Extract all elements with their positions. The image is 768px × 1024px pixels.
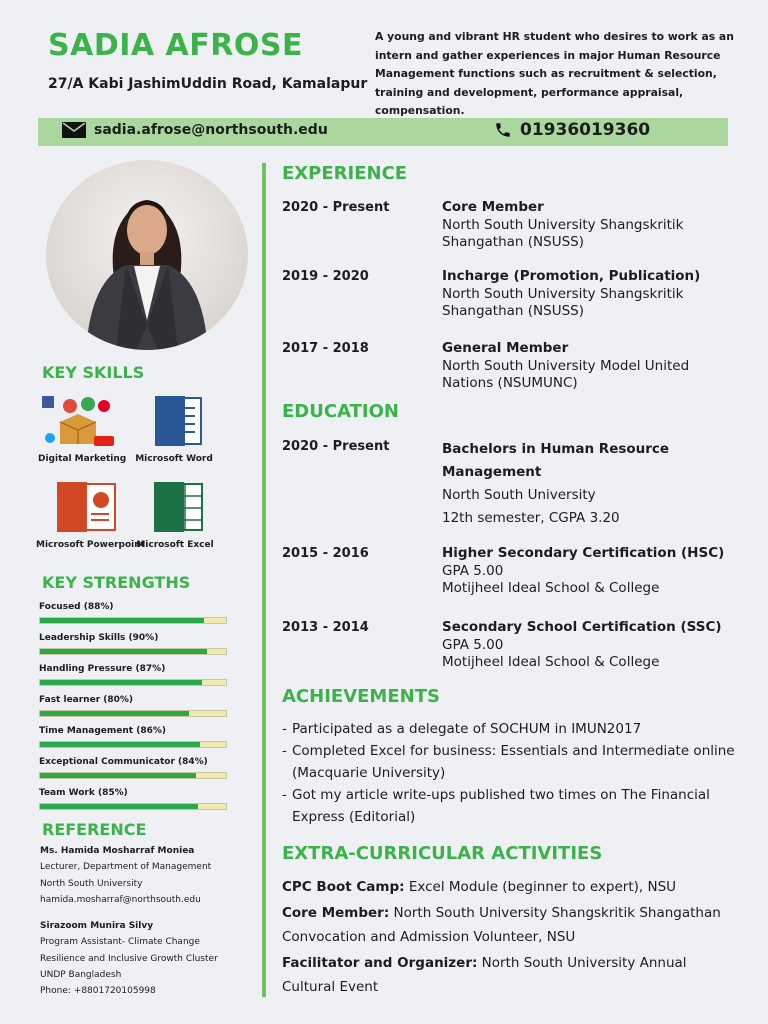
experience-date: 2017 - 2018 (282, 341, 369, 356)
strength-label: Focused (88%) (39, 602, 114, 612)
experience-item (282, 199, 742, 252)
education-date: 2013 - 2014 (282, 620, 369, 635)
strength-item (39, 633, 229, 664)
phone-icon (494, 121, 512, 139)
list-item: CPC Boot Camp: Excel Module (beginner to expert), NSU (282, 879, 677, 895)
reference-line: Resilience and Inclusive Growth Cluster (40, 953, 218, 964)
education-institution: Motijheel Ideal School & College (442, 580, 660, 596)
strength-label: Team Work (85%) (39, 788, 128, 798)
education-degree: Bachelors in Human Resource Management (442, 441, 670, 480)
strength-label: Time Management (86%) (39, 726, 166, 736)
phone-text: 01936019360 (520, 120, 651, 140)
strength-bar (39, 617, 227, 624)
strength-bar-fill (40, 742, 200, 747)
strength-label: Leadership Skills (90%) (39, 633, 159, 643)
reference-line: UNDP Bangladesh (40, 969, 122, 980)
reference-name: Sirazoom Munira Silvy (40, 921, 154, 931)
strength-bar-fill (40, 711, 189, 716)
strength-item (39, 726, 229, 757)
list-item: - Completed Excel for business: Essentials and Intermediate online (Macquarie University) (282, 743, 735, 781)
experience-date: 2019 - 2020 (282, 269, 369, 284)
strength-item (39, 788, 229, 819)
strength-bar (39, 648, 227, 655)
reference-2 (40, 918, 255, 999)
strength-item (39, 664, 229, 695)
education-date: 2020 - Present (282, 439, 390, 454)
phone-contact[interactable] (494, 120, 650, 140)
experience-title: EXPERIENCE (282, 163, 408, 184)
candidate-name: SADIA AFROSE (48, 28, 303, 63)
skill-digital-marketing (38, 392, 127, 464)
achievements-list (282, 718, 742, 828)
list-item: Facilitator and Organizer: North South University Annual Cultural Event (282, 955, 687, 995)
education-title: EDUCATION (282, 401, 399, 422)
skill-label: Microsoft Excel (136, 540, 214, 550)
experience-role: Incharge (Promotion, Publication) (442, 268, 701, 284)
strength-bar-fill (40, 649, 207, 654)
skill-label: Digital Marketing (38, 454, 127, 464)
education-institution: North South University (442, 487, 596, 503)
education-institution: Motijheel Ideal School & College (442, 654, 660, 670)
address: 27/A Kabi JashimUddin Road, Kamalapur (48, 76, 368, 92)
strength-bar-fill (40, 804, 198, 809)
social-media-box-icon (38, 392, 118, 450)
reference-title: REFERENCE (42, 820, 147, 839)
experience-date: 2020 - Present (282, 200, 390, 215)
strength-bar-fill (40, 680, 202, 685)
list-item: - Participated as a delegate of SOCHUM in IMUN2017 (282, 721, 642, 737)
reference-phone: Phone: +8801720105998 (40, 986, 156, 997)
email-contact[interactable] (62, 122, 328, 138)
education-date: 2015 - 2016 (282, 546, 369, 561)
strength-bar (39, 679, 227, 686)
list-item: Core Member: North South University Shangskritik Shangathan Convocation and Admission Volunteer, NSU (282, 905, 721, 945)
key-strengths-title: KEY STRENGTHS (42, 573, 191, 592)
key-skills-title: KEY SKILLS (42, 363, 145, 382)
education-degree: Higher Secondary Certification (HSC) (442, 545, 725, 561)
strength-bar (39, 772, 227, 779)
skill-microsoft-powerpoint (36, 478, 145, 550)
reference-line: Lecturer, Department of Management (40, 862, 212, 873)
reference-name: Ms. Hamida Mosharraf Moniea (40, 846, 195, 856)
email-text: sadia.afrose@northsouth.edu (94, 122, 328, 138)
skill-microsoft-excel (130, 478, 220, 550)
strength-label: Fast learner (80%) (39, 695, 134, 705)
reference-line: North South University (40, 878, 143, 889)
education-item (282, 545, 742, 598)
strength-label: Exceptional Communicator (84%) (39, 757, 208, 767)
achievements-title: ACHIEVEMENTS (282, 686, 440, 707)
list-item: - Got my article write-ups published two times on The Financial Express (Editorial) (282, 787, 710, 825)
education-item (282, 438, 742, 530)
education-result: GPA 5.00 (442, 636, 504, 653)
skill-microsoft-word (128, 392, 220, 464)
profile-photo (46, 160, 248, 350)
experience-org: North South University Model United Nations (NSUMUNC) (442, 357, 690, 391)
reference-1 (40, 843, 255, 908)
education-result: GPA 5.00 (442, 562, 504, 579)
reference-line: Program Assistant- Climate Change (40, 937, 200, 948)
experience-role: General Member (442, 340, 569, 356)
powerpoint-icon (51, 478, 121, 536)
excel-icon (144, 478, 206, 536)
strength-bar (39, 803, 227, 810)
envelope-icon (62, 122, 86, 138)
strength-item (39, 602, 229, 633)
experience-org: North South University Shangskritik Shangathan (NSUSS) (442, 216, 684, 250)
skill-label: Microsoft Word (135, 454, 213, 464)
strength-item (39, 695, 229, 726)
strength-item (39, 757, 229, 788)
strength-bar-fill (40, 618, 204, 623)
experience-role: Core Member (442, 199, 544, 215)
strengths-list (39, 602, 229, 819)
skill-label: Microsoft Powerpoint (36, 540, 145, 550)
experience-item (282, 268, 742, 321)
strength-bar (39, 710, 227, 717)
experience-org: North South University Shangskritik Shangathan (NSUSS) (442, 285, 684, 319)
education-item (282, 619, 742, 672)
column-divider (262, 163, 266, 997)
extra-curricular-list (282, 875, 742, 1001)
word-icon (143, 392, 205, 450)
summary: A young and vibrant HR student who desires to work as an intern and gather experiences in major Human Resource Management functions such as recruitment & selection, training and development, performance appraisal, compensation. (375, 30, 734, 117)
education-degree: Secondary School Certification (SSC) (442, 619, 722, 635)
education-result: 12th semester, CGPA 3.20 (442, 510, 620, 526)
reference-email[interactable]: hamida.mosharraf@northsouth.edu (40, 894, 201, 905)
experience-item (282, 340, 742, 393)
strength-bar-fill (40, 773, 196, 778)
strength-bar (39, 741, 227, 748)
extra-curricular-title: EXTRA-CURRICULAR ACTIVITIES (282, 843, 603, 864)
strength-label: Handling Pressure (87%) (39, 664, 166, 674)
